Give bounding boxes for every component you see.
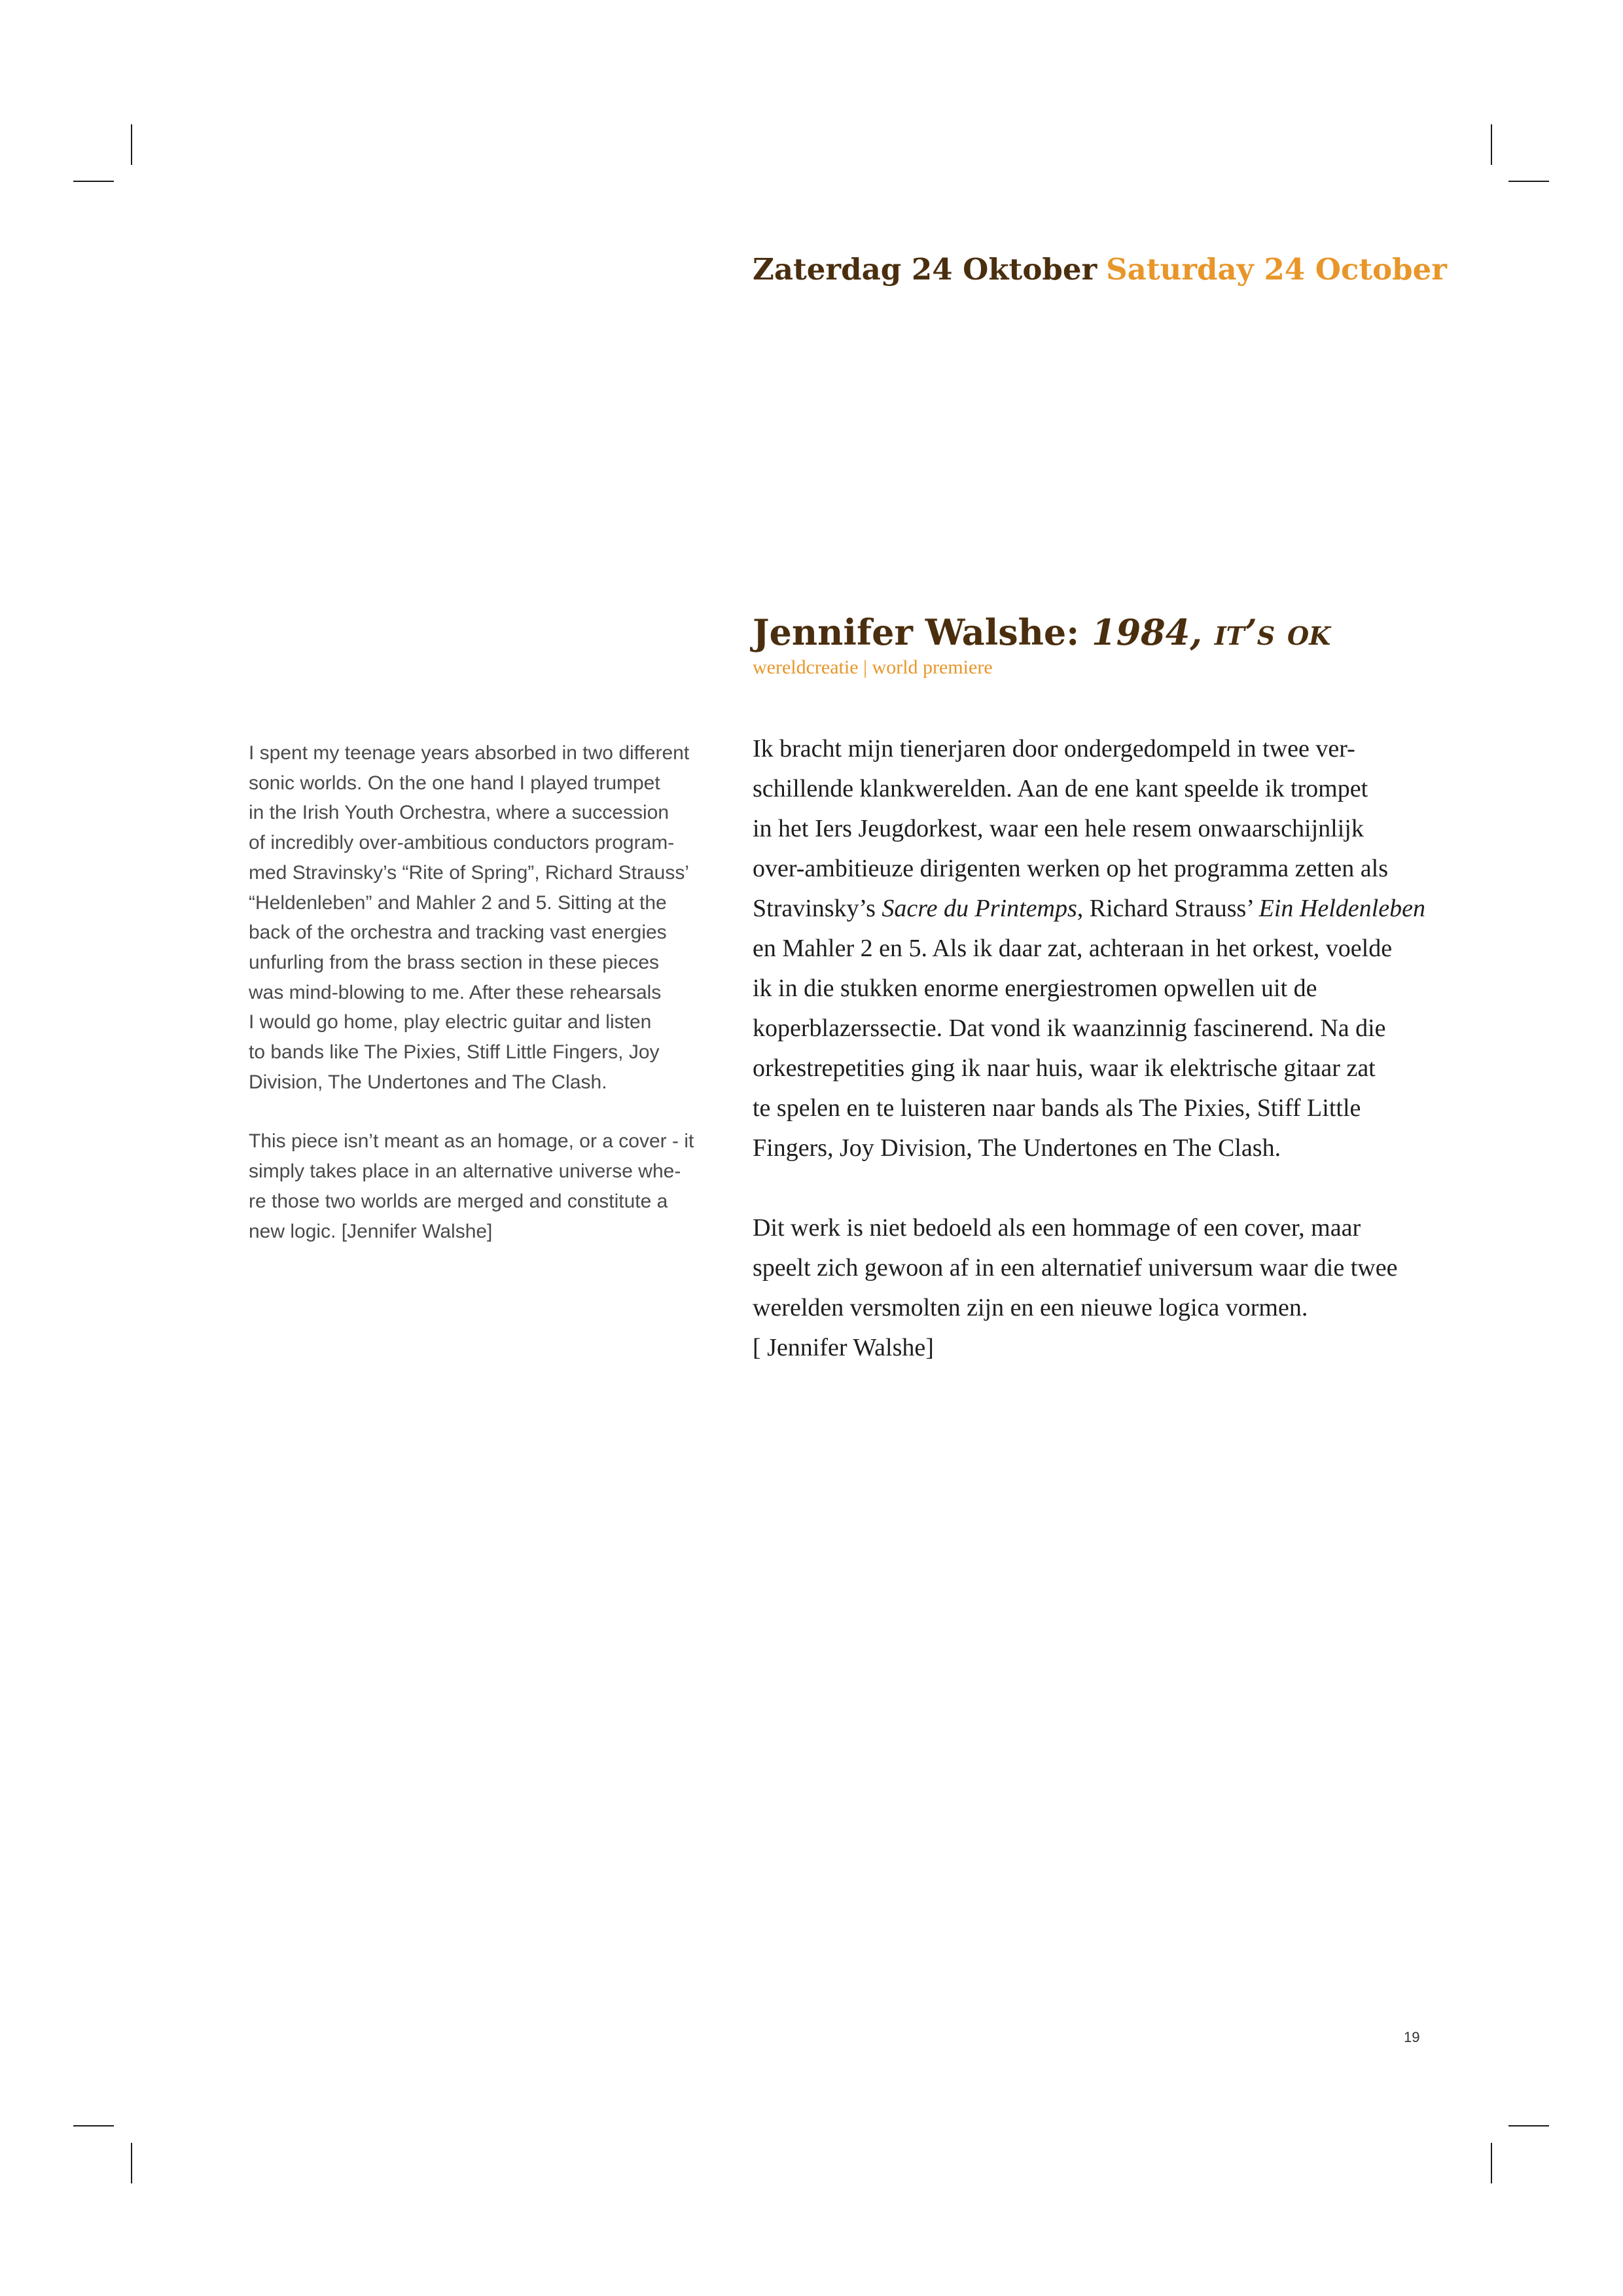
dutch-paragraph: [753, 729, 1440, 1168]
crop-mark: [131, 124, 132, 165]
piece-year: 1984,: [1092, 611, 1203, 653]
dutch-text: , Richard Strauss’: [1077, 895, 1259, 922]
composer-name: Jennifer Walshe:: [753, 611, 1080, 653]
dutch-paragraph: Dit werk is niet bedoeld als een hommage of een cover, maar speelt zich gewoon af in een alternatief universum waar die twee werelden versmolten zijn en een nieuwe logica vormen. [ Jennifer Walshe]: [753, 1214, 1398, 1361]
page-header: [753, 252, 1447, 287]
date-dutch: Zaterdag 24 Oktober: [753, 252, 1097, 287]
piece-name: it’s ok: [1214, 611, 1331, 653]
english-paragraph: This piece isn’t meant as an homage, or a cover - it simply takes place in an alternative universe whe- re those two worlds are merged and constitute a new logic. [Jennifer Walshe]: [249, 1130, 694, 1242]
crop-mark: [73, 2125, 114, 2126]
crop-mark: [1491, 2143, 1492, 2183]
crop-mark: [1491, 124, 1492, 165]
page-number: 19: [1404, 2029, 1420, 2045]
dutch-text: Ik bracht mijn tienerjaren door ondergedompeld in twee ver- schillende klankwerelden. Aan de ene kant speelde ik trompet in het Iers Jeugdorkest, waar een hele resem onwaarschijnlijk over-ambitieuze dirigenten werken op het programma zetten als Stravinsky’s: [753, 735, 1389, 922]
work-title: Sacre du Printemps: [882, 895, 1077, 922]
work-title: Ein Heldenleben: [1258, 895, 1425, 922]
crop-mark: [1508, 2125, 1549, 2126]
piece-title: [753, 611, 1330, 653]
dutch-text: en Mahler 2 en 5. Als ik daar zat, achteraan in het orkest, voelde ik in die stukken enorme energiestromen opwellen uit de koperblazerssectie. Dat vond ik waanzinnig fascinerend. Na die orkestrepetities ging ik naar huis, waar ik elektrische gitaar zat te spelen en te luisteren naar bands als The Pixies, Stiff Little Fingers, Joy Division, The Undertones en The Clash.: [753, 935, 1393, 1162]
date-english: Saturday 24 October: [1106, 252, 1447, 287]
crop-mark: [131, 2143, 132, 2183]
piece-subtitle: wereldcreatie | world premiere: [753, 656, 993, 678]
crop-mark: [1508, 181, 1549, 182]
dutch-column: [753, 729, 1440, 1368]
english-paragraph: I spent my teenage years absorbed in two different sonic worlds. On the one hand I played trumpet in the Irish Youth Orchestra, where a succession of incredibly over-ambitious conductors program- med Stravinsky’s “Rite of Spring”, Richard Strauss’ “Heldenleben” and Mahler 2 and 5. Sitting at the back of the orchestra and tracking vast energies unfurling from the brass section in these pieces was mind-blowing to me. After these rehearsals I would go home, play electric guitar and listen to bands like The Pixies, Stiff Little Fingers, Joy Division, The Undertones and The Clash.: [249, 742, 690, 1093]
crop-mark: [73, 181, 114, 182]
english-column: [249, 738, 713, 1246]
